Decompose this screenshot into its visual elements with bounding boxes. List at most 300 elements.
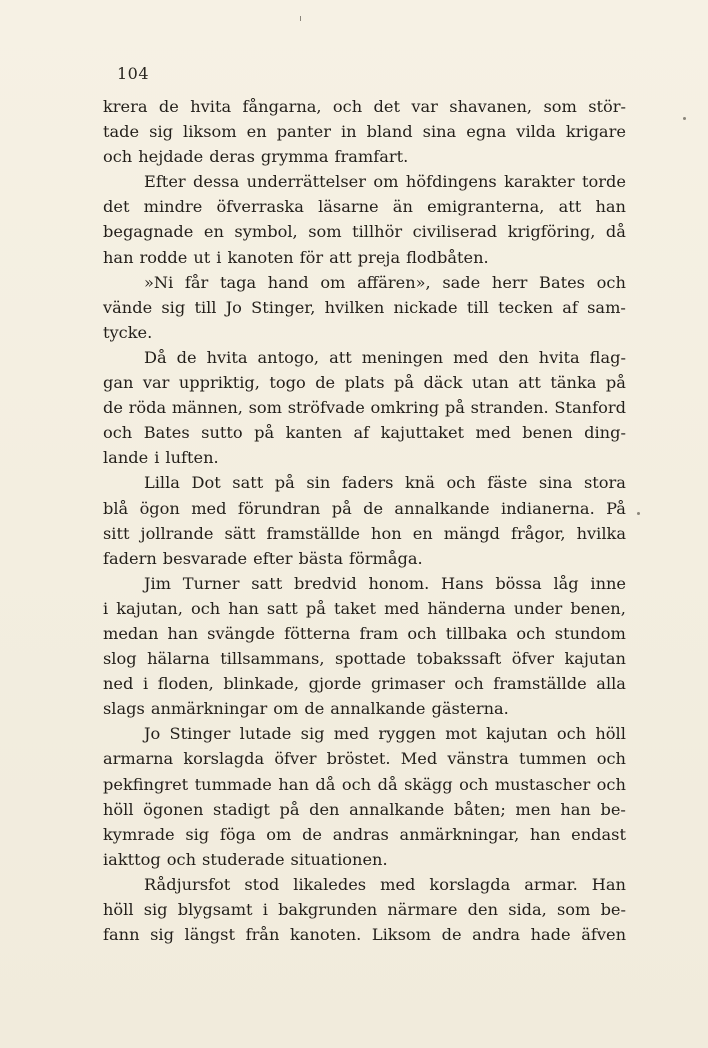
word: och <box>596 272 626 292</box>
word: och <box>459 774 489 794</box>
word: Stanford <box>554 398 626 418</box>
word: in <box>340 122 357 142</box>
word: tummade <box>194 774 272 794</box>
word: bröstet. <box>326 749 391 769</box>
word: båten; <box>453 799 506 819</box>
text-line <box>103 270 626 295</box>
word: de <box>441 925 462 945</box>
word: sam- <box>587 297 626 317</box>
word: och <box>454 674 484 694</box>
word: Stinger <box>169 724 231 744</box>
word: andra <box>472 925 520 945</box>
word: stora <box>583 473 626 493</box>
word: floden, <box>157 674 214 694</box>
word: att <box>558 197 582 217</box>
word: öfver <box>274 749 317 769</box>
word: dessa <box>193 172 240 192</box>
speck-mark <box>300 16 301 21</box>
text-line <box>103 295 626 320</box>
text-line <box>103 470 626 495</box>
word: fann <box>103 925 140 945</box>
word: som <box>557 900 591 919</box>
word: fäste <box>487 473 528 493</box>
word: i <box>154 448 160 468</box>
word: mot <box>445 724 477 744</box>
text-line <box>103 797 626 822</box>
word: blå <box>103 498 129 518</box>
word: kajutan <box>564 649 626 669</box>
word: fram <box>359 623 399 643</box>
word: faders <box>341 473 394 493</box>
word: uppriktig, <box>178 373 260 393</box>
word: taket <box>333 598 377 618</box>
word: symbol, <box>234 222 298 242</box>
word: benen <box>522 423 573 443</box>
word: och <box>596 774 626 794</box>
word: de <box>363 498 384 518</box>
word: till <box>466 297 489 317</box>
word: de <box>304 699 325 719</box>
text-line <box>103 721 626 746</box>
word: framfart. <box>334 147 409 167</box>
word: han <box>595 197 626 217</box>
word: den <box>309 799 340 819</box>
word: honom. <box>368 573 430 593</box>
word: blinkade, <box>223 674 300 694</box>
word: bland <box>366 122 413 142</box>
word: studerade <box>202 849 285 869</box>
text-line <box>103 671 626 696</box>
word: blygsamt <box>177 900 253 919</box>
word: egna <box>466 122 507 142</box>
word: nickade <box>393 297 458 317</box>
word: preja <box>357 247 401 267</box>
word: i <box>142 674 149 694</box>
word: kajuttaket <box>380 423 465 443</box>
word: stod <box>244 874 280 894</box>
word: sade <box>442 272 481 292</box>
word: och <box>103 423 133 443</box>
word: under <box>513 598 563 618</box>
text-line <box>103 847 626 872</box>
word: han <box>560 799 591 819</box>
word: skägg <box>404 774 453 794</box>
text-line <box>103 646 626 671</box>
word: hvilken <box>324 297 385 317</box>
word: äfven <box>581 925 626 945</box>
text-line <box>103 696 626 721</box>
word: sida, <box>508 900 547 919</box>
word: Bates <box>143 423 190 443</box>
word: ryggen <box>378 724 436 744</box>
word: kajutan <box>486 724 548 744</box>
word: utan <box>471 373 509 393</box>
word: inne <box>590 573 626 593</box>
word: händerna <box>427 598 506 618</box>
word: tillsammans, <box>220 649 325 669</box>
text-line <box>103 169 626 194</box>
word: och <box>166 849 197 869</box>
word: sig <box>300 724 325 744</box>
word: hon <box>371 523 402 543</box>
word: endast <box>571 824 626 844</box>
word: men <box>515 799 551 819</box>
word: läsarne <box>318 197 379 217</box>
word: det <box>103 197 130 217</box>
word: mindre <box>143 197 203 217</box>
word: kymrade <box>103 824 175 844</box>
word: tillbaka <box>445 623 508 643</box>
word: krera <box>103 97 148 116</box>
word: höll <box>103 900 134 919</box>
word: tycke. <box>103 322 153 342</box>
word: hvita <box>206 347 248 367</box>
word: på <box>305 598 326 618</box>
word: rodde <box>139 247 188 267</box>
word: besvarade <box>162 548 248 568</box>
word: hand <box>267 272 309 292</box>
word: med <box>333 724 370 744</box>
word: då <box>315 774 336 794</box>
word: togo <box>269 373 306 393</box>
word: föga <box>219 824 256 844</box>
word: hejdade <box>138 147 204 167</box>
word: var <box>411 97 438 116</box>
word: förmåga. <box>349 548 423 568</box>
word: bössa <box>495 573 542 593</box>
word: sin <box>306 473 331 493</box>
text-line <box>103 420 626 445</box>
word: satt <box>266 598 298 618</box>
word: den <box>467 900 499 919</box>
word: med <box>453 347 489 367</box>
text-line <box>103 119 626 144</box>
word: med <box>384 598 420 618</box>
text-line <box>103 621 626 646</box>
word: sig <box>150 925 174 945</box>
word: männen, <box>171 398 243 418</box>
word: öfver <box>511 649 554 669</box>
text-line <box>103 219 626 244</box>
word: tade <box>103 122 140 142</box>
word: armarna <box>103 749 174 769</box>
word: och <box>407 623 437 643</box>
text-line <box>103 922 626 947</box>
word: bredvid <box>293 573 357 593</box>
text-line <box>103 596 626 621</box>
word: anmärkningar <box>150 699 268 719</box>
word: ögon <box>139 498 180 518</box>
word: en <box>412 523 433 543</box>
word: fötterna <box>284 623 351 643</box>
word: benen, <box>570 598 626 618</box>
word: ned <box>103 674 134 694</box>
word: frågor, <box>510 523 566 543</box>
word: än <box>392 197 413 217</box>
word: de <box>302 824 323 844</box>
word: att <box>329 347 352 367</box>
text-line <box>103 521 626 546</box>
word: gan <box>103 373 134 393</box>
word: på <box>254 423 275 443</box>
text-line <box>103 94 626 119</box>
word: han <box>278 774 309 794</box>
word: han <box>167 623 199 643</box>
word: grimaser <box>370 674 445 694</box>
word: Rådjursfot <box>144 874 231 894</box>
word: Jo <box>144 724 161 744</box>
word: annalkande <box>394 498 490 518</box>
word: Liksom <box>371 925 432 945</box>
word: på <box>605 373 626 393</box>
word: slags <box>103 699 145 719</box>
word: jollrande <box>140 523 214 543</box>
word: de <box>158 97 179 116</box>
text-line <box>103 445 626 470</box>
text-line <box>103 345 626 370</box>
word: lutade <box>239 724 292 744</box>
word: då <box>605 222 626 242</box>
word: spottade <box>334 649 406 669</box>
word: krigföring, <box>507 222 596 242</box>
word: och <box>103 147 133 167</box>
word: Hans <box>441 573 484 593</box>
word: affären», <box>357 272 431 292</box>
word: Då <box>144 347 167 367</box>
word: en <box>203 222 224 242</box>
word: förundran <box>237 498 321 518</box>
word: på <box>279 799 300 819</box>
word: han <box>228 598 259 618</box>
word: vilda <box>516 122 556 142</box>
word: han <box>529 824 561 844</box>
word: till <box>194 297 217 317</box>
word: »Ni <box>144 272 174 292</box>
body-text <box>103 94 626 947</box>
word: satt <box>232 473 264 493</box>
word: längst <box>184 925 235 945</box>
word: ding- <box>584 423 626 443</box>
word: hvilka <box>576 523 626 543</box>
word: annalkande <box>330 699 426 719</box>
word: hvita <box>538 347 580 367</box>
word: med <box>380 874 416 894</box>
word: Han <box>591 874 626 894</box>
word: Med <box>400 749 438 769</box>
word: som <box>543 97 577 116</box>
word: Jim <box>144 573 172 593</box>
word: vänstra <box>447 749 509 769</box>
word: vände <box>103 297 153 317</box>
word: Efter <box>144 172 186 192</box>
text-line <box>103 897 626 922</box>
word: satt <box>251 573 283 593</box>
word: om <box>320 272 346 292</box>
word: framställde <box>493 674 587 694</box>
word: kanoten. <box>289 925 362 945</box>
word: krigare <box>565 122 626 142</box>
word: korslagda <box>183 749 265 769</box>
text-line <box>103 370 626 395</box>
word: och <box>596 749 626 769</box>
word: bästa <box>298 548 344 568</box>
word: af <box>562 297 578 317</box>
word: slog <box>103 649 137 669</box>
word: taga <box>219 272 257 292</box>
word: tänka <box>550 373 597 393</box>
word: att <box>329 247 352 267</box>
word: efter <box>253 548 293 568</box>
word: höfdingens <box>405 172 497 192</box>
word: får <box>184 272 209 292</box>
word: korslagda <box>429 874 511 894</box>
word: begagnade <box>103 222 194 242</box>
word: i <box>216 247 222 267</box>
word: plats <box>344 373 385 393</box>
page-number: 104 <box>117 64 150 83</box>
word: svängde <box>207 623 276 643</box>
word: herr <box>491 272 528 292</box>
text-line <box>103 746 626 771</box>
word: stranden. <box>470 398 549 418</box>
text-line <box>103 772 626 797</box>
word: be- <box>600 799 626 819</box>
word: Turner <box>182 573 240 593</box>
word: och <box>332 97 363 116</box>
word: emigranterna, <box>427 197 545 217</box>
word: närmare <box>387 900 458 919</box>
word: indianerna. <box>500 498 595 518</box>
word: likaledes <box>293 874 367 894</box>
word: sina <box>538 473 573 493</box>
word: sig <box>161 297 186 317</box>
word: Stinger, <box>251 297 316 317</box>
word: de <box>315 373 336 393</box>
word: på <box>394 373 415 393</box>
word: som <box>308 222 342 242</box>
word: deras <box>209 147 255 167</box>
word: stör- <box>588 97 626 116</box>
word: gjorde <box>308 674 362 694</box>
word: luften. <box>165 448 219 468</box>
word: för <box>299 247 324 267</box>
word: från <box>245 925 280 945</box>
word: om <box>273 699 299 719</box>
word: anmärkningar, <box>399 824 520 844</box>
word: sätt <box>224 523 256 543</box>
word: be- <box>600 900 626 919</box>
word: tobakssaft <box>416 649 502 669</box>
word: i <box>103 598 109 618</box>
word: iakttog <box>103 849 161 869</box>
word: karakter <box>504 172 575 192</box>
word: höll <box>595 724 626 744</box>
word: Dot <box>191 473 221 493</box>
word: de <box>176 347 197 367</box>
text-line <box>103 194 626 219</box>
word: shavanen, <box>449 97 533 116</box>
word: och <box>446 473 476 493</box>
word: en <box>246 122 267 142</box>
word: torde <box>582 172 626 192</box>
word: sutto <box>201 423 243 443</box>
word: mustascher <box>494 774 591 794</box>
word: civiliserad <box>412 222 498 242</box>
word: armar. <box>524 874 578 894</box>
word: kanoten <box>227 247 294 267</box>
word: på <box>331 498 352 518</box>
word: hade <box>530 925 571 945</box>
text-line <box>103 571 626 596</box>
word: annalkande <box>349 799 445 819</box>
word: sitt <box>103 523 130 543</box>
word: Jo <box>225 297 242 317</box>
word: Bates <box>539 272 585 292</box>
word: han <box>103 247 134 267</box>
text-line <box>103 546 626 571</box>
word: då <box>377 774 398 794</box>
word: fångarna, <box>242 97 322 116</box>
word: knä <box>405 473 435 493</box>
text-line <box>103 872 626 897</box>
word: däck <box>423 373 463 393</box>
word: bakgrunden <box>278 900 378 919</box>
speck-mark <box>637 512 640 515</box>
word: i <box>262 900 268 919</box>
word: hvita <box>190 97 232 116</box>
word: pekfingret <box>103 774 189 794</box>
word: omkring <box>370 398 440 418</box>
word: och <box>556 724 587 744</box>
word: panter <box>276 122 331 142</box>
text-line <box>103 320 626 345</box>
text-line <box>103 496 626 521</box>
word: öfverraska <box>216 197 304 217</box>
word: de <box>103 398 123 418</box>
word: om <box>373 172 399 192</box>
word: sina <box>422 122 457 142</box>
word: stadigt <box>213 799 270 819</box>
word: lande <box>103 448 149 468</box>
word: flodbåten. <box>406 247 489 267</box>
word: mängd <box>443 523 500 543</box>
word: ströfvade <box>287 398 365 418</box>
word: den <box>498 347 529 367</box>
word: tillhör <box>352 222 403 242</box>
word: med <box>475 423 511 443</box>
word: antogo, <box>257 347 320 367</box>
speck-mark <box>683 117 686 120</box>
word: på <box>444 398 465 418</box>
word: på <box>274 473 295 493</box>
word: sig <box>149 122 173 142</box>
word: situationen. <box>290 849 388 869</box>
word: framställde <box>266 523 360 543</box>
word: att <box>518 373 541 393</box>
word: var <box>142 373 170 393</box>
word: gästerna. <box>431 699 509 719</box>
text-line <box>103 395 626 420</box>
word: röda <box>128 398 167 418</box>
word: höll <box>103 799 134 819</box>
word: det <box>373 97 400 116</box>
word: medan <box>103 623 159 643</box>
text-line <box>103 144 626 169</box>
text-line <box>103 822 626 847</box>
text-line <box>103 245 626 270</box>
word: andras <box>332 824 389 844</box>
word: grymma <box>260 147 329 167</box>
